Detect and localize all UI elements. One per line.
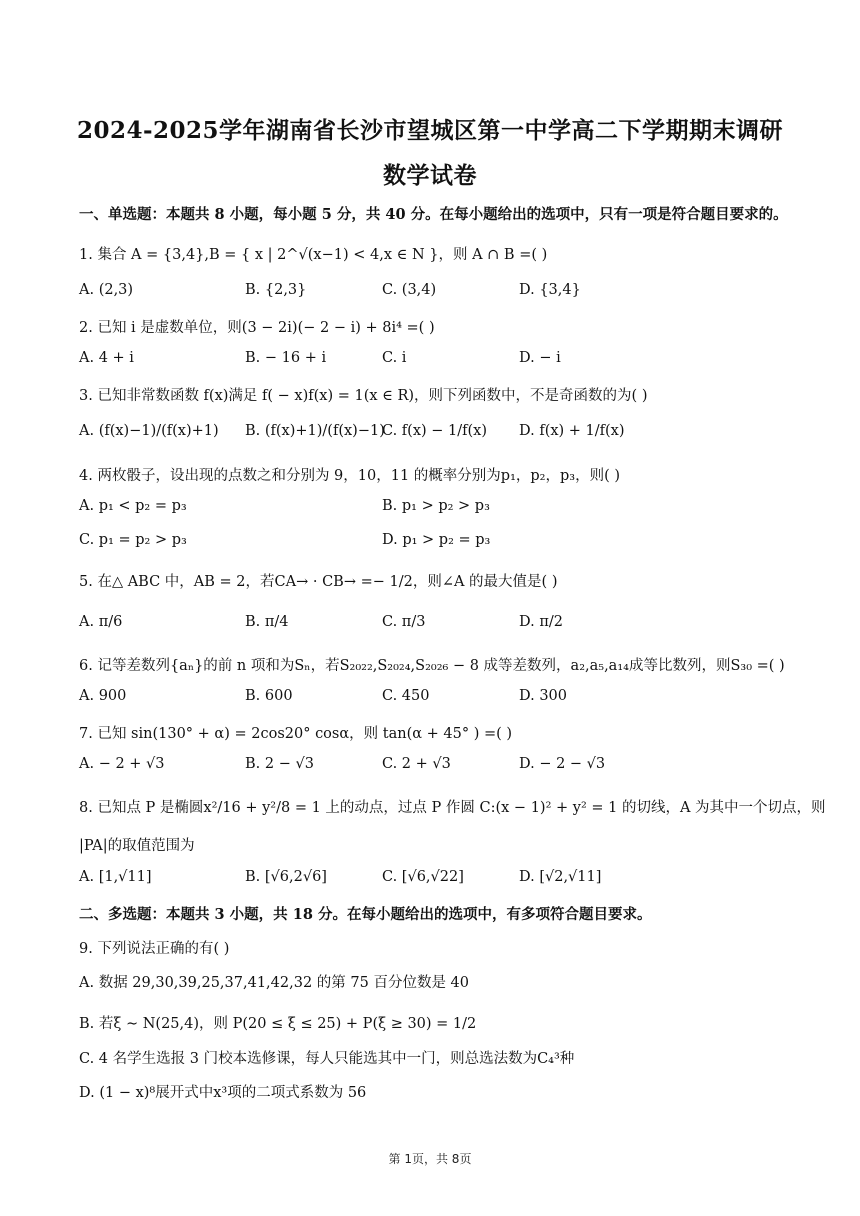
question-8-option-c: C. [√6,√22]	[382, 869, 464, 885]
question-2-option-b: B. − 16 + i	[245, 350, 327, 366]
question-6-option-c: C. 450	[382, 688, 430, 704]
question-3-option-c: C. f(x) − 1/f(x)	[382, 423, 487, 439]
exam-title-line2: 数学试卷	[383, 162, 477, 189]
question-4-option-c: C. p₁ = p₂ > p₃	[79, 532, 187, 548]
question-3-option-d: D. f(x) + 1/f(x)	[519, 423, 625, 439]
question-8-option-b: B. [√6,2√6]	[245, 869, 327, 885]
question-6-option-a: A. 900	[79, 688, 127, 704]
question-4-option-b: B. p₁ > p₂ > p₃	[382, 498, 490, 514]
section-heading-single-choice: 一、单选题：本题共 8 小题，每小题 5 分，共 40 分。在每小题给出的选项中，只有一项是符合题目要求的。	[79, 206, 788, 223]
question-1-option-a: A. (2,3)	[79, 282, 134, 298]
question-4-stem: 4. 两枚骰子，设出现的点数之和分别为 9，10，11 的概率分别为p₁，p₂，p₃，则( )	[79, 468, 620, 484]
question-5-option-b: B. π/4	[245, 614, 289, 630]
question-1-stem: 1. 集合 A = {3,4},B = { x | 2^√(x−1) < 4,x ∈ N }，则 A ∩ B =( )	[79, 247, 548, 263]
question-8-stem-line2: |PA|的取值范围为	[79, 838, 195, 854]
question-9-option-b: B. 若ξ ∼ N(25,4)，则 P(20 ≤ ξ ≤ 25) + P(ξ ≥ 30) = 1/2	[79, 1016, 477, 1032]
question-2-stem: 2. 已知 i 是虚数单位，则(3 − 2i)(− 2 − i) + 8i⁴ =( )	[79, 320, 435, 336]
question-3-option-b: B. (f(x)+1)/(f(x)−1)	[245, 423, 385, 439]
question-5-option-a: A. π/6	[79, 614, 123, 630]
exam-title-line1: 2024-2025学年湖南省长沙市望城区第一中学高二下学期期末调研	[76, 117, 784, 144]
question-9-stem: 9. 下列说法正确的有( )	[79, 941, 230, 957]
question-3-stem: 3. 已知非常数函数 f(x)满足 f( − x)f(x) = 1(x ∈ R)，则下列函数中，不是奇函数的为( )	[79, 388, 648, 404]
question-7-option-a: A. − 2 + √3	[79, 756, 165, 772]
question-6-stem: 6. 记等差数列{aₙ}的前 n 项和为Sₙ，若S₂₀₂₂,S₂₀₂₄,S₂₀₂₆ − 8 成等差数列，a₂,a₅,a₁₄成等比数列，则S₃₀ =( )	[79, 658, 785, 674]
question-3-option-a: A. (f(x)−1)/(f(x)+1)	[79, 423, 219, 439]
question-5-option-d: D. π/2	[519, 614, 563, 630]
question-7-option-d: D. − 2 − √3	[519, 756, 606, 772]
question-9-option-a: A. 数据 29,30,39,25,37,41,42,32 的第 75 百分位数是 40	[79, 975, 470, 991]
question-8-option-a: A. [1,√11]	[79, 869, 152, 885]
page-number-footer: 第 1页，共 8页	[388, 1152, 472, 1166]
question-9-option-d: D. (1 − x)⁸展开式中x³项的二项式系数为 56	[79, 1085, 367, 1101]
question-7-option-b: B. 2 − √3	[245, 756, 314, 772]
question-7-stem: 7. 已知 sin(130° + α) = 2cos20° cosα，则 tan(α + 45° ) =( )	[79, 726, 513, 742]
question-1-option-c: C. (3,4)	[382, 282, 437, 298]
question-8-stem-line1: 8. 已知点 P 是椭圆x²/16 + y²/8 = 1 上的动点，过点 P 作圆 C:(x − 1)² + y² = 1 的切线，A 为其中一个切点，则	[79, 800, 826, 816]
question-2-option-c: C. i	[382, 350, 407, 366]
question-4-option-d: D. p₁ > p₂ = p₃	[382, 532, 491, 548]
question-5-option-c: C. π/3	[382, 614, 426, 630]
question-7-option-c: C. 2 + √3	[382, 756, 451, 772]
question-2-option-a: A. 4 + i	[79, 350, 134, 366]
section-heading-multi-choice: 二、多选题：本题共 3 小题，共 18 分。在每小题给出的选项中，有多项符合题目要求。	[79, 906, 652, 923]
question-8-option-d: D. [√2,√11]	[519, 869, 602, 885]
question-6-option-d: D. 300	[519, 688, 568, 704]
question-2-option-d: D. − i	[519, 350, 561, 366]
question-9-option-c: C. 4 名学生选报 3 门校本选修课，每人只能选其中一门，则总选法数为C₄³种	[79, 1051, 575, 1067]
question-4-option-a: A. p₁ < p₂ = p₃	[79, 498, 187, 514]
question-6-option-b: B. 600	[245, 688, 293, 704]
question-5-stem: 5. 在△ ABC 中，AB = 2，若CA→ · CB→ =− 1/2，则∠A 的最大值是( )	[79, 574, 558, 590]
question-1-option-d: D. {3,4}	[519, 282, 581, 298]
question-1-option-b: B. {2,3}	[245, 282, 307, 298]
